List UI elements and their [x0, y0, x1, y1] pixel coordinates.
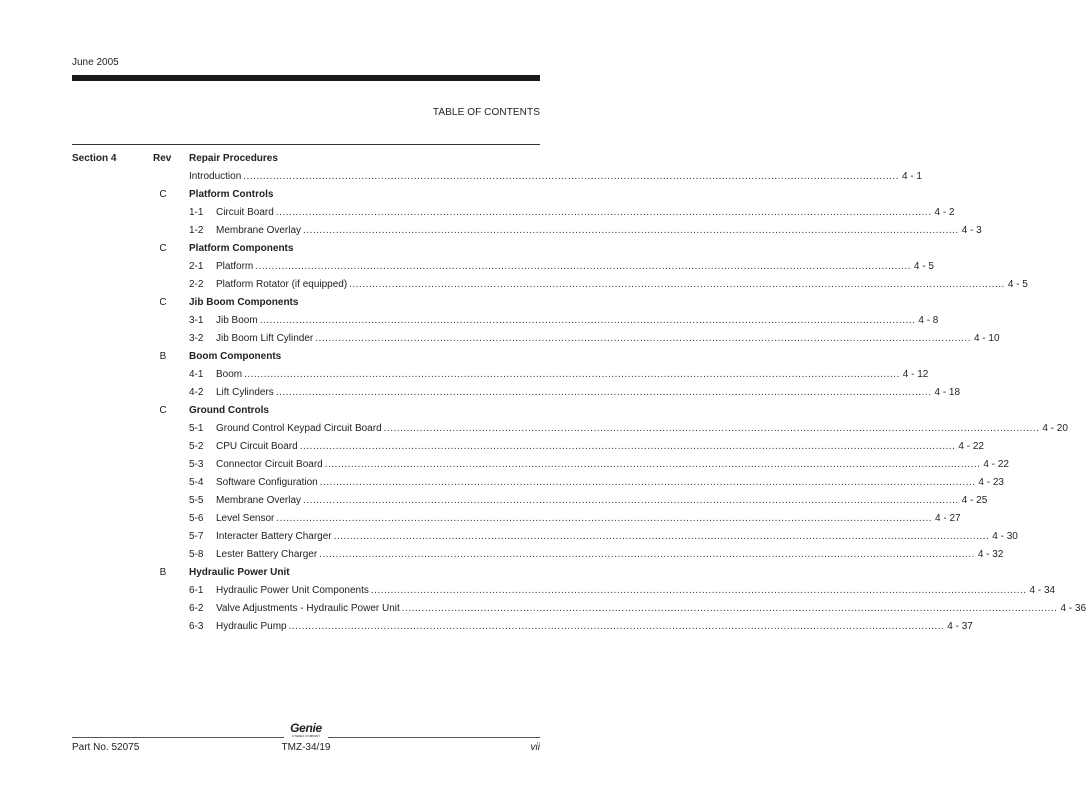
leader-dots: ........................................................................................................................................................................................................ — [370, 585, 1027, 596]
leader-dots: ........................................................................................................................................................................................................ — [349, 279, 1005, 290]
entry-page: 4 - 12 — [900, 369, 929, 380]
heading-text: Jib Boom Components — [189, 297, 299, 308]
footer-divider-left — [72, 737, 284, 738]
leader-dots: ........................................................................................................................................................................................................ — [255, 261, 911, 272]
leader-dots: ........................................................................................................................................................................................................ — [383, 423, 1040, 434]
entry-title: Lift Cylinders — [216, 387, 274, 398]
toc-entry — [72, 221, 982, 239]
toc-entry — [72, 257, 934, 275]
entry-page: 4 - 5 — [911, 261, 934, 272]
toc-entry — [72, 437, 984, 455]
heading-text: Platform Components — [189, 243, 294, 254]
entry-title: CPU Circuit Board — [216, 441, 298, 452]
header-divider — [72, 144, 540, 145]
header-date: June 2005 — [72, 57, 119, 68]
leader-dots: ........................................................................................................................................................................................................ — [288, 621, 945, 632]
rev-code: C — [159, 243, 167, 254]
leader-dots: ........................................................................................................................................................................................................ — [275, 387, 932, 398]
toc-entry — [72, 581, 1056, 599]
entry-leader — [216, 477, 1004, 488]
toc-entry — [72, 527, 1018, 545]
toc-entry — [72, 167, 922, 185]
entry-title: Jib Boom Lift Cylinder — [216, 333, 314, 344]
toc-section-heading — [72, 185, 540, 203]
entry-number: 6-1 — [189, 585, 204, 596]
entry-leader — [216, 603, 1086, 614]
footer-model: TMZ-34/19 — [281, 742, 331, 753]
entry-page: 4 - 3 — [959, 225, 982, 236]
entry-page: 4 - 1 — [899, 171, 922, 182]
leader-dots: ........................................................................................................................................................................................................ — [324, 459, 981, 470]
leader-dots: ........................................................................................................................................................................................................ — [303, 225, 959, 236]
entry-number: 5-5 — [189, 495, 204, 506]
entry-number: 5-6 — [189, 513, 204, 524]
entry-number: 5-4 — [189, 477, 204, 488]
leader-dots: ........................................................................................................................................................................................................ — [259, 315, 916, 326]
entry-number: 6-2 — [189, 603, 204, 614]
entry-number: 6-3 — [189, 621, 204, 632]
toc-entry — [72, 545, 1004, 563]
leader-dots: ........................................................................................................................................................................................................ — [319, 549, 975, 560]
section-label: Section 4 — [72, 153, 117, 164]
entry-page: 4 - 23 — [975, 477, 1004, 488]
entry-page: 4 - 18 — [931, 387, 960, 398]
rev-column-label: Rev — [153, 153, 172, 164]
rev-code: B — [159, 567, 167, 578]
entry-title: Membrane Overlay — [216, 495, 302, 506]
entry-leader — [216, 387, 961, 398]
entry-number: 5-2 — [189, 441, 204, 452]
entry-leader — [216, 279, 1028, 290]
leader-dots: ........................................................................................................................................................................................................ — [333, 531, 990, 542]
entry-number: 1-2 — [189, 225, 204, 236]
heading-text: Repair Procedures — [189, 153, 278, 164]
entry-leader — [216, 441, 984, 452]
toc-entry — [72, 599, 1086, 617]
entry-title: Connector Circuit Board — [216, 459, 323, 470]
leader-dots: ........................................................................................................................................................................................................ — [244, 369, 900, 380]
entry-leader — [216, 207, 955, 218]
toc-entry — [72, 491, 988, 509]
entry-number: 5-7 — [189, 531, 204, 542]
header-bar — [72, 75, 540, 81]
heading-text: Ground Controls — [189, 405, 269, 416]
toc-entry — [72, 329, 1000, 347]
entry-page: 4 - 34 — [1027, 585, 1056, 596]
entry-page: 4 - 36 — [1057, 603, 1086, 614]
entry-leader — [216, 531, 1018, 542]
leader-dots: ........................................................................................................................................................................................................ — [243, 171, 899, 182]
toc-entry — [72, 365, 929, 383]
toc-entry — [72, 203, 955, 221]
leader-dots: ........................................................................................................................................................................................................ — [401, 603, 1058, 614]
entry-page: 4 - 22 — [955, 441, 984, 452]
footer-part-number: Part No. 52075 — [72, 742, 140, 753]
entry-title: Platform — [216, 261, 254, 272]
toc-section-heading — [72, 293, 540, 311]
logo-tagline: A TEREX COMPANY — [291, 734, 321, 738]
entry-number: 5-1 — [189, 423, 204, 434]
entry-page: 4 - 2 — [931, 207, 954, 218]
toc-section-heading — [72, 401, 540, 419]
entry-leader — [216, 369, 929, 380]
entry-title: Valve Adjustments - Hydraulic Power Unit — [216, 603, 400, 614]
entry-leader — [216, 423, 1068, 434]
entry-title: Lester Battery Charger — [216, 549, 318, 560]
toc-entry — [72, 419, 1068, 437]
entry-title: Membrane Overlay — [216, 225, 302, 236]
toc-entry — [72, 473, 1004, 491]
entry-number: 2-1 — [189, 261, 204, 272]
genie-logo — [284, 722, 328, 738]
entry-title: Interacter Battery Charger — [216, 531, 332, 542]
entry-leader — [216, 585, 1056, 596]
logo-wordmark: Genie — [290, 721, 322, 735]
entry-number: 3-1 — [189, 315, 204, 326]
entry-title: Platform Rotator (if equipped) — [216, 279, 348, 290]
leader-dots: ........................................................................................................................................................................................................ — [299, 441, 956, 452]
entry-page: 4 - 10 — [971, 333, 1000, 344]
toc-entry — [72, 617, 973, 635]
entry-page: 4 - 30 — [989, 531, 1018, 542]
leader-dots: ........................................................................................................................................................................................................ — [315, 333, 971, 344]
entry-title: Boom — [216, 369, 243, 380]
entry-leader — [189, 171, 922, 182]
entry-title: Introduction — [189, 171, 242, 182]
entry-title: Hydraulic Pump — [216, 621, 287, 632]
entry-page: 4 - 20 — [1039, 423, 1068, 434]
entry-leader — [216, 315, 939, 326]
entry-number: 4-1 — [189, 369, 204, 380]
rev-code: C — [159, 297, 167, 308]
leader-dots: ........................................................................................................................................................................................................ — [319, 477, 976, 488]
toc-entry — [72, 455, 1009, 473]
entry-page: 4 - 27 — [932, 513, 961, 524]
entry-title: Jib Boom — [216, 315, 258, 326]
entry-leader — [216, 225, 982, 236]
entry-page: 4 - 8 — [915, 315, 938, 326]
entry-title: Circuit Board — [216, 207, 274, 218]
rev-code: C — [159, 189, 167, 200]
heading-text: Hydraulic Power Unit — [189, 567, 290, 578]
entry-leader — [216, 333, 1000, 344]
entry-title: Software Configuration — [216, 477, 318, 488]
entry-page: 4 - 5 — [1005, 279, 1028, 290]
leader-dots: ........................................................................................................................................................................................................ — [303, 495, 959, 506]
heading-text: Boom Components — [189, 351, 282, 362]
footer-divider-right — [328, 737, 540, 738]
entry-leader — [216, 495, 988, 506]
entry-number: 5-3 — [189, 459, 204, 470]
entry-number: 3-2 — [189, 333, 204, 344]
leader-dots: ........................................................................................................................................................................................................ — [275, 207, 932, 218]
toc-entry — [72, 275, 1028, 293]
toc-entry — [72, 311, 939, 329]
toc-section-heading — [72, 239, 540, 257]
entry-number: 5-8 — [189, 549, 204, 560]
toc-entry — [72, 383, 961, 401]
entry-leader — [216, 621, 973, 632]
toc-section-heading — [72, 563, 540, 581]
entry-page: 4 - 32 — [975, 549, 1004, 560]
rev-code: C — [159, 405, 167, 416]
heading-text: Platform Controls — [189, 189, 274, 200]
entry-leader — [216, 513, 961, 524]
rev-code: B — [159, 351, 167, 362]
entry-page: 4 - 25 — [959, 495, 988, 506]
entry-leader — [216, 549, 1004, 560]
entry-title: Hydraulic Power Unit Components — [216, 585, 369, 596]
entry-number: 2-2 — [189, 279, 204, 290]
entry-leader — [216, 459, 1009, 470]
entry-page: 4 - 22 — [980, 459, 1009, 470]
entry-title: Ground Control Keypad Circuit Board — [216, 423, 382, 434]
leader-dots: ........................................................................................................................................................................................................ — [276, 513, 933, 524]
footer-page-number: vii — [530, 742, 540, 753]
page-title: TABLE OF CONTENTS — [432, 107, 540, 118]
entry-number: 4-2 — [189, 387, 204, 398]
toc-section-heading — [72, 347, 540, 365]
entry-title: Level Sensor — [216, 513, 275, 524]
entry-leader — [216, 261, 934, 272]
toc-entry — [72, 509, 961, 527]
entry-page: 4 - 37 — [944, 621, 973, 632]
toc-list — [72, 149, 1086, 635]
toc-section-heading — [72, 149, 540, 167]
entry-number: 1-1 — [189, 207, 204, 218]
